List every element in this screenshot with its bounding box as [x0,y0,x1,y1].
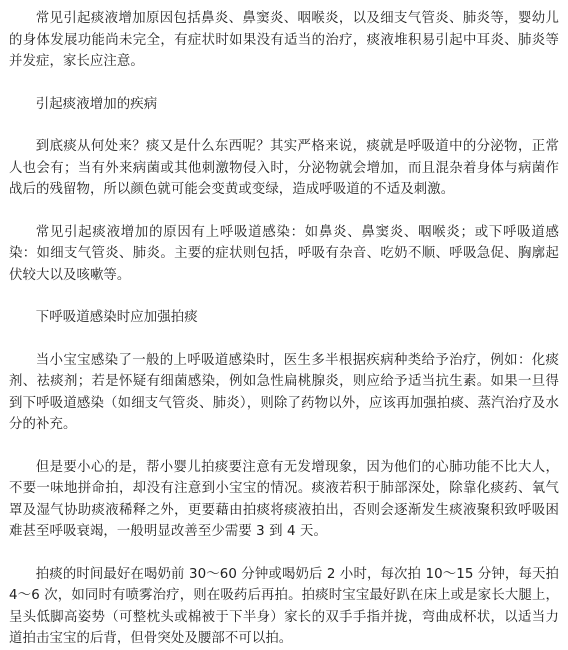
caution-paragraph: 但是要小心的是，帮小婴儿拍痰要注意有无发增现象，因为他们的心肺功能不比大人，不要一味地拼命拍，却没有注意到小宝宝的情况。痰液若积于肺部深处，除靠化痰药、氧气罩及湿气协助痰液稀释之外，更要藉由拍痰将痰液拍出，否则会逐渐发生痰液聚积致呼吸困难甚至呼吸衰竭，一般明显改善至少需要 3 到 4 天。 [9,459,559,539]
treatment-paragraph: 当小宝宝感染了一般的上呼吸道感染时，医生多半根据疾病种类给予治疗，例如：化痰剂、祛痰剂；若是怀疑有细菌感染，例如急性扁桃腺炎，则应给予适当抗生素。如果一旦得到下呼吸道感染（如细支气管炎、肺炎），则除了药物以外，应该再加强拍痰、蒸汽治疗及水分的补充。 [9,352,559,432]
phlegm-origin-paragraph: 到底痰从何处来？痰又是什么东西呢？其实严格来说，痰就是呼吸道中的分泌物，正常人也会有；当有外来病菌或其他刺激物侵入时，分泌物就会增加，而且混杂着身体与病菌作战后的残留物，所以颜色就可能会变黄或变绿，造成呼吸道的不适及刺激。 [9,139,559,197]
causes-paragraph: 常见引起痰液增加的原因有上呼吸道感染：如鼻炎、鼻窦炎、咽喉炎；或下呼吸道感染：如细支气管炎、肺炎。主要的症状则包括，呼吸有杂音、吃奶不顺、呼吸急促、胸廓起伏较大以及咳嗽等。 [9,224,559,283]
section-heading-lower-respiratory: 下呼吸道感染时应加强拍痰 [35,310,198,325]
timing-paragraph: 拍痰的时间最好在喝奶前 30～60 分钟或喝奶后 2 小时，每次拍 10～15 分钟，每天拍 4～6 次，如同时有喷雾治疗，则在吸药后再拍。拍痰时宝宝最好趴在床上或是家长大腿上，呈头低脚高姿势（可整枕头或棉被于下半身）家长的双手手指并拢，弯曲成杯状，以适当力道拍击宝宝的后背，但骨突处及腰部不可以拍。 [9,566,559,646]
intro-paragraph: 常见引起痰液增加原因包括鼻炎、鼻窦炎、咽喉炎，以及细支气管炎、肺炎等，婴幼儿的身体发展功能尚未完全，有症状时如果没有适当的治疗，痰液堆积易引起中耳炎、肺炎等并发症，家长应注意。 [9,11,559,69]
section-heading-diseases: 引起痰液增加的疾病 [35,96,158,112]
